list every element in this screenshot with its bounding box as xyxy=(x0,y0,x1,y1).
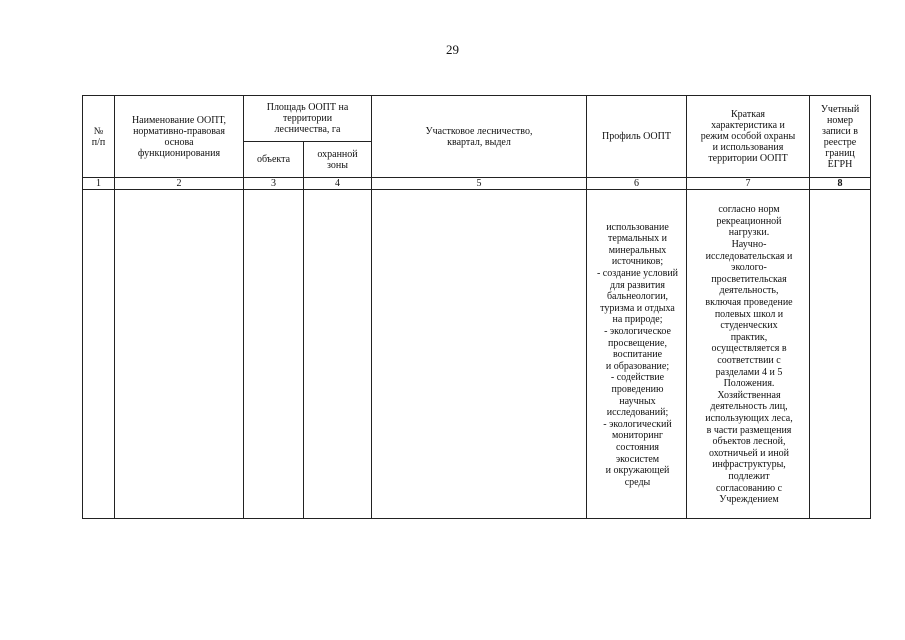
table-row xyxy=(83,190,871,519)
column-number: 3 xyxy=(244,178,304,190)
header-area-object: объекта xyxy=(244,142,304,178)
header-area-protection-zone: охранной зоны xyxy=(304,142,372,178)
header-characteristics: Краткая характеристика и режим особой охраны и использования территории ООПТ xyxy=(687,96,810,178)
header-forestry: Участковое лесничество, квартал, выдел xyxy=(372,96,587,178)
column-number: 6 xyxy=(587,178,687,190)
profile-text: использование термальных и минеральных источников; - создание условий для развития бальнеологии, туризма и отдыха на природе; - экологическое просвещение, воспитание и образование; - содействие проведению научных исследований; - экологический мониторинг состояния экосистем и окружающей среды xyxy=(596,221,679,488)
cell-number xyxy=(83,190,115,519)
header-profile: Профиль ООПТ xyxy=(587,96,687,178)
cell-egrn-number xyxy=(810,190,871,519)
column-number: 4 xyxy=(304,178,372,190)
column-number: 2 xyxy=(115,178,244,190)
page-number: 29 xyxy=(446,42,459,57)
oopt-table xyxy=(82,95,871,519)
cell-characteristics xyxy=(687,190,810,519)
header-egrn-number: Учетный номер записи в реестре границ ЕГРН xyxy=(810,96,871,178)
cell-profile xyxy=(587,190,687,519)
cell-area-object xyxy=(244,190,304,519)
cell-name xyxy=(115,190,244,519)
column-number: 7 xyxy=(687,178,810,190)
characteristics-text: согласно норм рекреационной нагрузки. Научно- исследовательская и эколого- просветительская деятельность, включая проведение полевых школ и студенческих практик, осуществляется в соответствии с разделами 4 и 5 Положения. Хозяйственная деятельность лиц, использующих леса, в части размещения объектов лесной, охотничьей и иной инфраструктуры, подлежит согласованию с Учреждением xyxy=(705,204,793,506)
header-number: № п/п xyxy=(83,96,115,178)
column-number: 5 xyxy=(372,178,587,190)
column-number: 1 xyxy=(83,178,115,190)
column-numbers-row xyxy=(83,178,871,190)
header-name: Наименование ООПТ, нормативно-правовая основа функционирования xyxy=(115,96,244,178)
cell-forestry xyxy=(372,190,587,519)
column-number: 8 xyxy=(810,178,871,190)
cell-area-protection-zone xyxy=(304,190,372,519)
header-area-group: Площадь ООПТ на территории лесничества, га xyxy=(244,96,372,142)
